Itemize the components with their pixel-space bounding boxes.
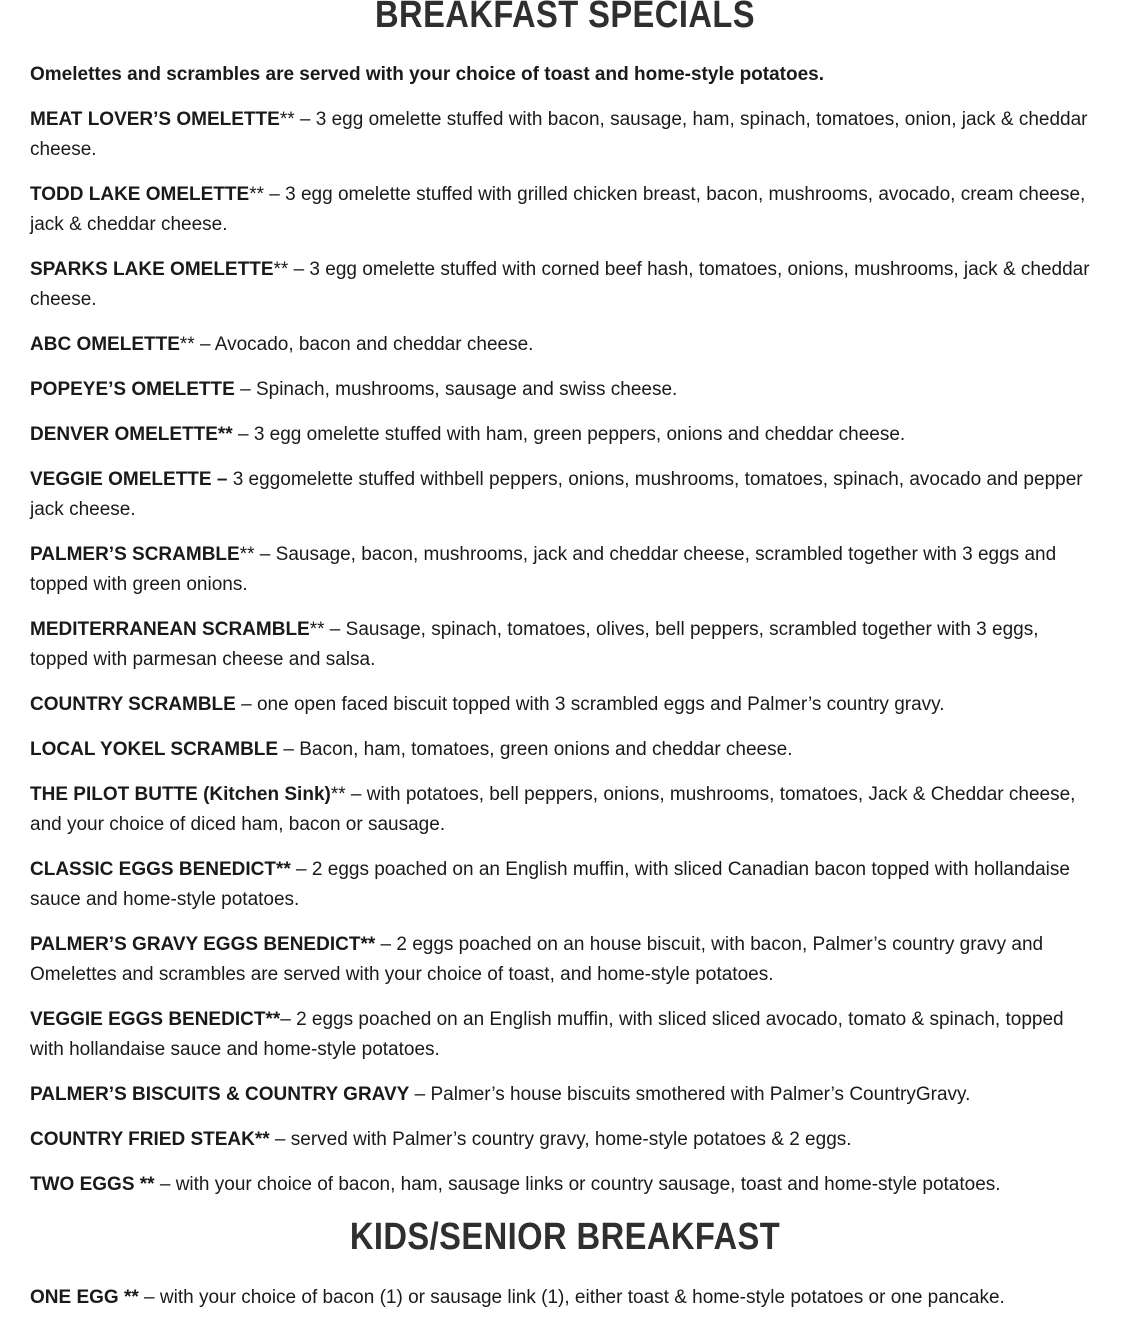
menu-item-description: – 2 eggs poached on an English muffin, with sliced sliced avocado, tomato & spinach, topped with hollandaise sauce and home-style potatoes. [30, 1009, 1064, 1060]
menu-item-name: PALMER’S BISCUITS & COUNTRY GRAVY [30, 1084, 410, 1105]
menu-item-name: COUNTRY SCRAMBLE [30, 694, 236, 715]
menu-item-name: ABC OMELETTE [30, 334, 180, 355]
menu-item-name: THE PILOT BUTTE (Kitchen Sink) [30, 784, 331, 805]
menu-item-stars: ** [179, 334, 195, 355]
menu-item [30, 1080, 1100, 1110]
menu-item-description: – 2 eggs poached on an house biscuit, with bacon, Palmer’s country gravy and Omelettes and scrambles are served with your choice of toast, and home-style potatoes. [30, 934, 1044, 985]
menu-item [30, 105, 1100, 165]
menu-item [30, 1005, 1100, 1065]
menu-item-name: LOCAL YOKEL SCRAMBLE [30, 739, 279, 760]
menu-item-name: PALMER’S GRAVY EGGS BENEDICT [30, 934, 361, 955]
menu-item-description: – Sausage, spinach, tomatoes, olives, bell peppers, scrambled together with 3 eggs, topped with parmesan cheese and salsa. [30, 619, 1039, 670]
menu-item-stars: ** [265, 1009, 281, 1030]
kids-senior-breakfast-list [30, 1283, 1100, 1328]
menu-item-description: – 2 eggs poached on an English muffin, with sliced Canadian bacon topped with hollandaise sauce and home-style potatoes. [30, 859, 1070, 910]
menu-item-stars: ** [275, 859, 291, 880]
menu-item-name: POPEYE’S OMELETTE [30, 379, 235, 400]
menu-item [30, 615, 1100, 675]
menu-item [30, 1283, 1100, 1313]
menu-item-name: MEAT LOVER’S OMELETTE [30, 109, 280, 130]
menu-item-name: CLASSIC EGGS BENEDICT [30, 859, 276, 880]
menu-item-description: – Bacon, ham, tomatoes, green onions and cheddar cheese. [278, 739, 793, 760]
menu-item-description: – with potatoes, bell peppers, onions, mushrooms, tomatoes, Jack & Cheddar cheese, and your choice of diced ham, bacon or sausage. [30, 784, 1076, 835]
menu-item [30, 420, 1100, 450]
menu-item-name: COUNTRY FRIED STEAK [30, 1129, 255, 1150]
menu-item-stars: ** [139, 1174, 155, 1195]
menu-item-stars: ** [279, 109, 295, 130]
menu-item-stars: ** [309, 619, 325, 640]
menu-item-name: PALMER’S SCRAMBLE [30, 544, 240, 565]
menu-item-description: – 3 egg omelette stuffed with grilled chicken breast, bacon, mushrooms, avocado, cream cheese, jack & cheddar cheese. [30, 184, 1086, 235]
menu-item [30, 540, 1100, 600]
menu-item-description: – Spinach, mushrooms, sausage and swiss cheese. [234, 379, 678, 400]
breakfast-specials-title: BREAKFAST SPECIALS [375, 0, 755, 36]
menu-item-stars: ** [330, 784, 346, 805]
menu-item-name: VEGGIE OMELETTE – [30, 469, 228, 490]
menu-item-name: DENVER OMELETTE [30, 424, 218, 445]
menu-item-name: VEGGIE EGGS BENEDICT [30, 1009, 266, 1030]
menu-item [30, 735, 1100, 765]
menu-item [30, 780, 1100, 840]
menu-item-stars: ** [249, 184, 265, 205]
menu-item-name: ONE EGG [30, 1287, 124, 1308]
menu-item [30, 1125, 1100, 1155]
menu-item-stars: ** [254, 1129, 270, 1150]
menu-item [30, 375, 1100, 405]
menu-item [30, 255, 1100, 315]
menu-item [30, 690, 1100, 720]
menu-item-description: – Sausage, bacon, mushrooms, jack and cheddar cheese, scrambled together with 3 eggs and topped with green onions. [30, 544, 1057, 595]
menu-item-description: – with your choice of bacon (1) or sausage link (1), either toast & home-style potatoes or one pancake. [138, 1287, 1005, 1308]
menu-item-stars: ** [360, 934, 376, 955]
menu-item-description: – 3 egg omelette stuffed with ham, green peppers, onions and cheddar cheese. [232, 424, 906, 445]
menu-item [30, 180, 1100, 240]
menu-item-stars: ** [239, 544, 255, 565]
menu-item-description: – with your choice of bacon, ham, sausage links or country sausage, toast and home-style potatoes. [154, 1174, 1001, 1195]
menu-item-stars: ** [273, 259, 289, 280]
menu-item-description: – 3 egg omelette stuffed with bacon, sausage, ham, spinach, tomatoes, onion, jack & cheddar cheese. [30, 109, 1088, 160]
kids-senior-breakfast-title: KIDS/SENIOR BREAKFAST [349, 1216, 781, 1258]
menu-item-description: – one open faced biscuit topped with 3 scrambled eggs and Palmer’s country gravy. [235, 694, 945, 715]
menu-item [30, 855, 1100, 915]
menu-item [30, 465, 1100, 525]
menu-item [30, 930, 1100, 990]
breakfast-intro: Omelettes and scrambles are served with your choice of toast and home-style potatoes. [30, 64, 825, 85]
menu-item-name: MEDITERRANEAN SCRAMBLE [30, 619, 310, 640]
menu-item-description: – Avocado, bacon and cheddar cheese. [194, 334, 534, 355]
menu-item-description: 3 eggomelette stuffed withbell peppers, onions, mushrooms, tomatoes, spinach, avocado and pepper jack cheese. [30, 469, 1083, 520]
menu-item [30, 330, 1100, 360]
menu-item [30, 1170, 1100, 1200]
breakfast-specials-list [30, 105, 1100, 1215]
menu-item-description: – 3 egg omelette stuffed with corned beef hash, tomatoes, onions, mushrooms, jack & cheddar cheese. [30, 259, 1090, 310]
menu-item-stars: ** [217, 424, 233, 445]
menu-item-name: TODD LAKE OMELETTE [30, 184, 250, 205]
menu-item-name: TWO EGGS [30, 1174, 140, 1195]
menu-item-description: – served with Palmer’s country gravy, home-style potatoes & 2 eggs. [269, 1129, 852, 1150]
menu-item-description: – Palmer’s house biscuits smothered with Palmer’s CountryGravy. [409, 1084, 971, 1105]
menu-item-stars: ** [123, 1287, 139, 1308]
menu-item-name: SPARKS LAKE OMELETTE [30, 259, 274, 280]
